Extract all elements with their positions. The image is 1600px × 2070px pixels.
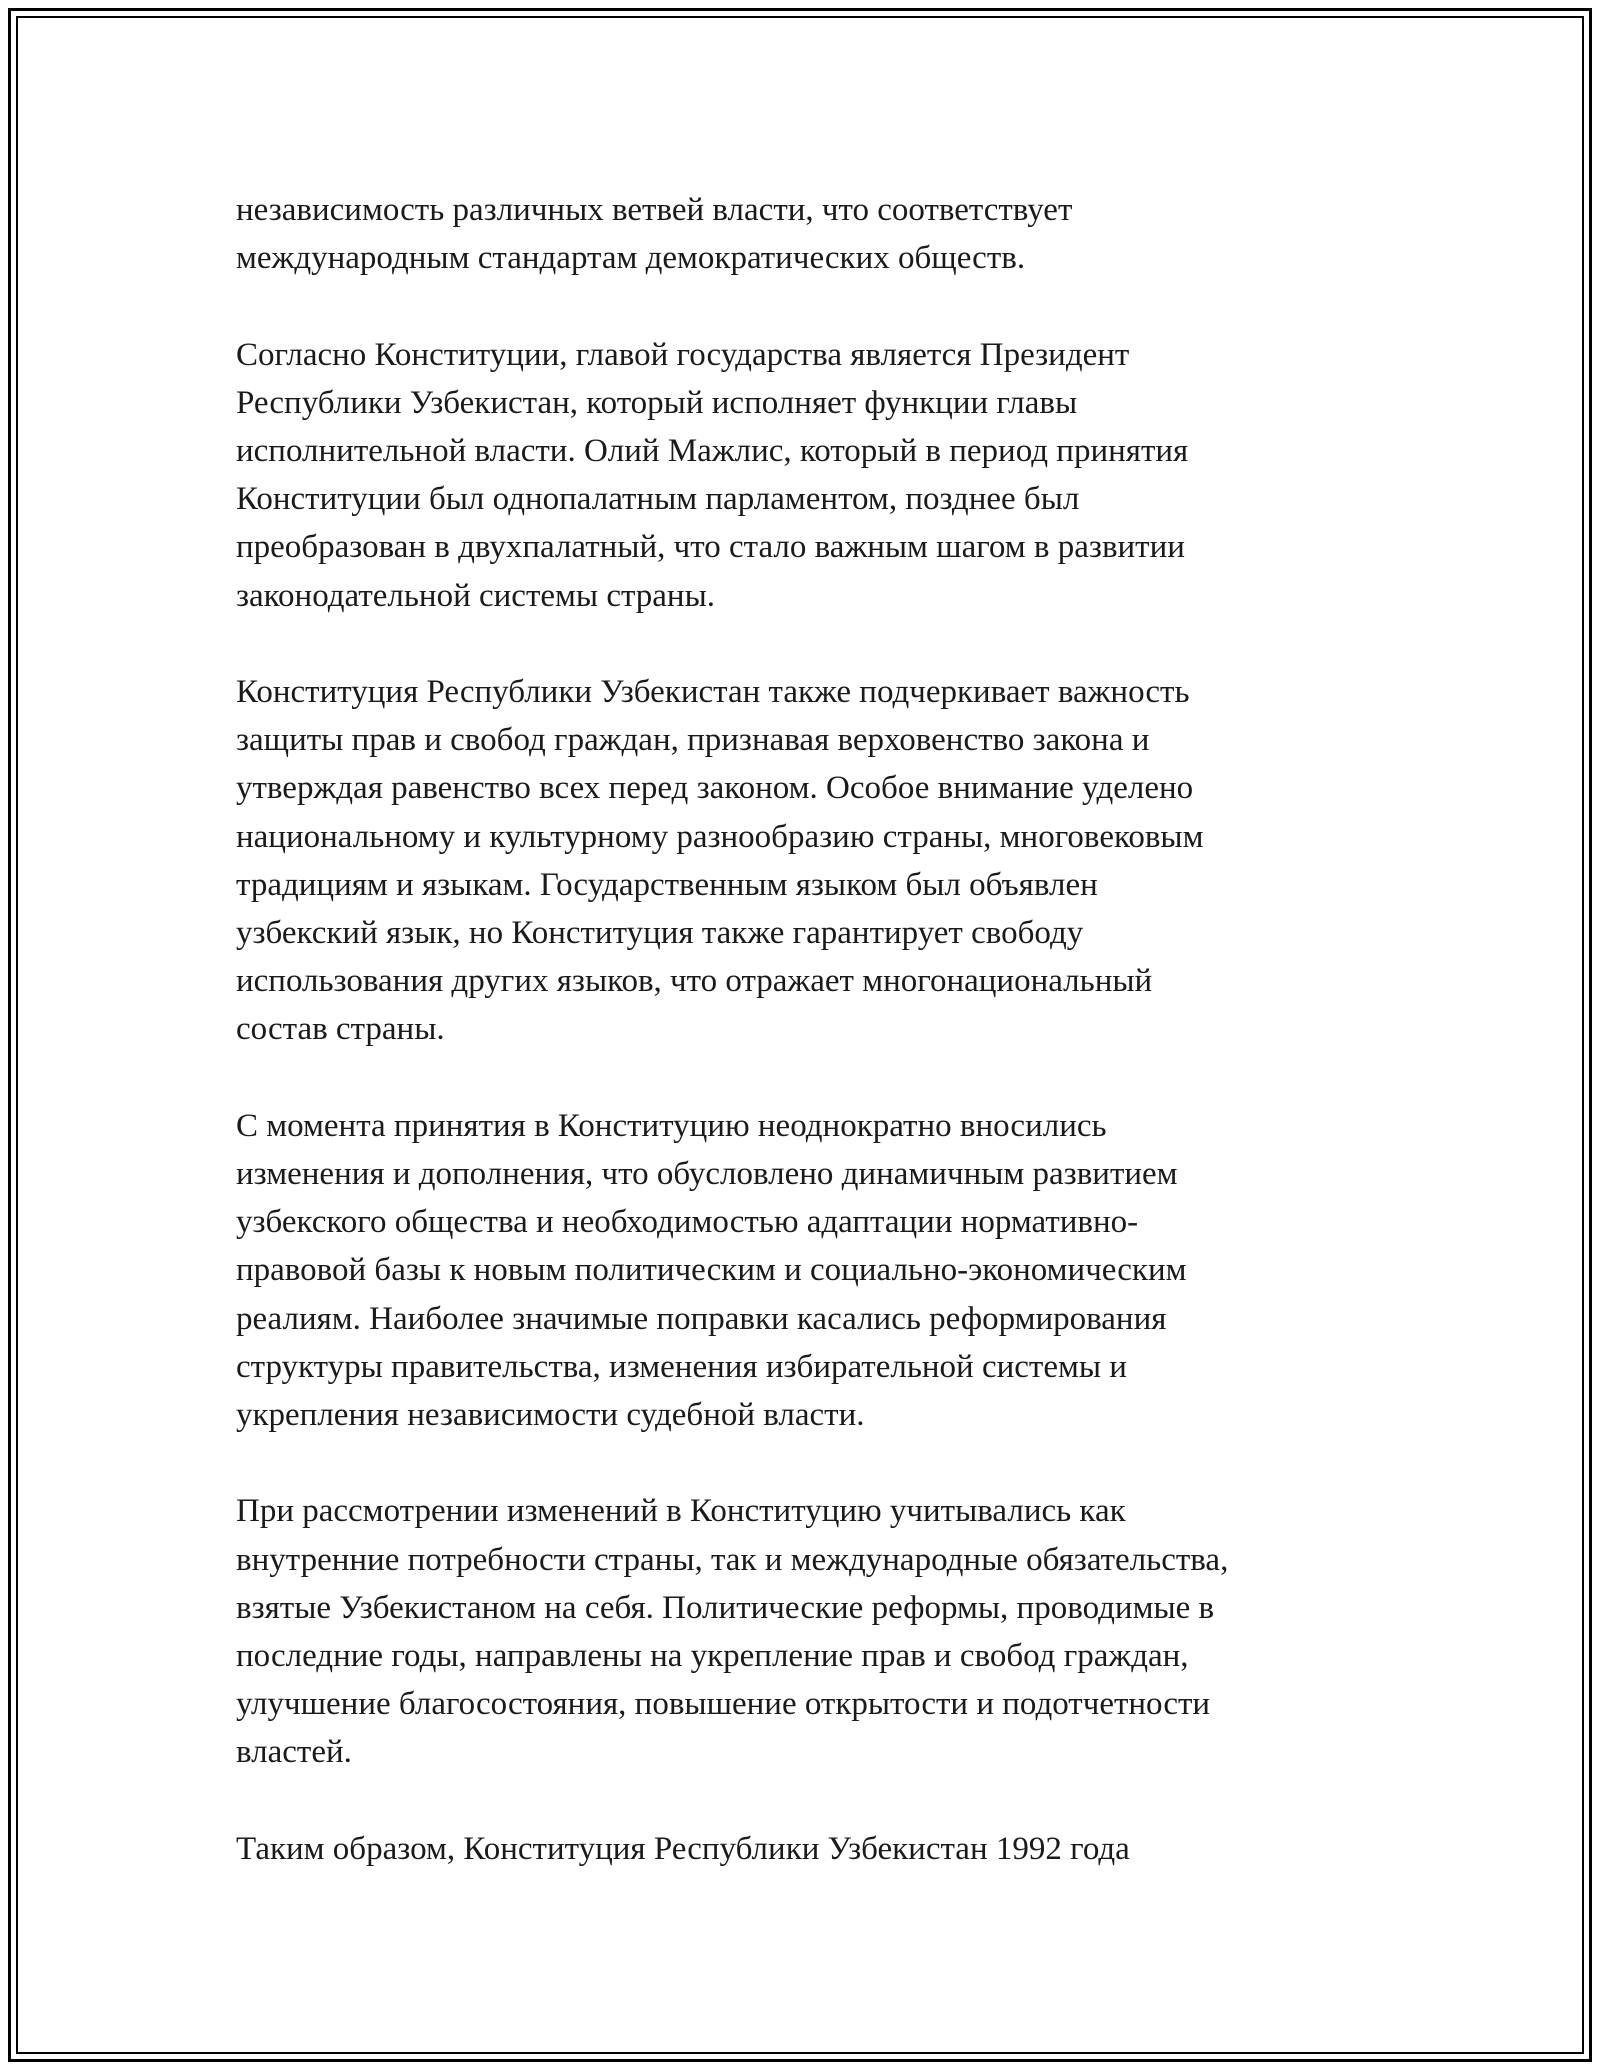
paragraph: Таким образом, Конституция Республики Узбекистан 1992 года [236,1830,1130,1867]
paragraph: независимость различных ветвей власти, что соответствует международным стандартам демократических обществ. [236,192,1073,277]
paragraph: Конституция Республики Узбекистан также подчеркивает важность защиты прав и свобод граждан, признавая верховенство закона и утверждая равенство всех перед законом. Особое внимание уделено национальному и культурному разнообразию страны, многовековым традициям и языкам. Государственным языком был объявлен узбекский язык, но Конституция также гарантирует свободу использования других языков, что отражает многонациональный состав страны. [236,674,1204,1048]
paragraph: С момента принятия в Конституцию неоднократно вносились изменения и дополнения, что обусловлено динамичным развитием узбекского общества и необходимостью адаптации нормативно- правовой базы к новым политическим и социально-экономическим реалиям. Наиболее значимые поправки касались реформирования структуры правительства, изменения избирательной системы и укрепления независимости судебной власти. [236,1107,1187,1434]
paragraph: Согласно Конституции, главой государства является Президент Республики Узбекистан, который исполняет функции главы исполнительной власти. Олий Мажлис, который в период принятия Конституции был однопалатным парламентом, позднее был преобразован в двухпалатный, что стало важным шагом в развитии законодательной системы страны. [236,336,1189,614]
paragraph: При рассмотрении изменений в Конституцию учитывались как внутренние потребности страны, так и международные обязательства, взятые Узбекистаном на себя. Политические реформы, проводимые в последние годы, направлены на укрепление прав и свобод граждан, улучшение благосостояния, повышение открытости и подотчетности властей. [236,1493,1229,1771]
document-body [236,186,1376,1921]
